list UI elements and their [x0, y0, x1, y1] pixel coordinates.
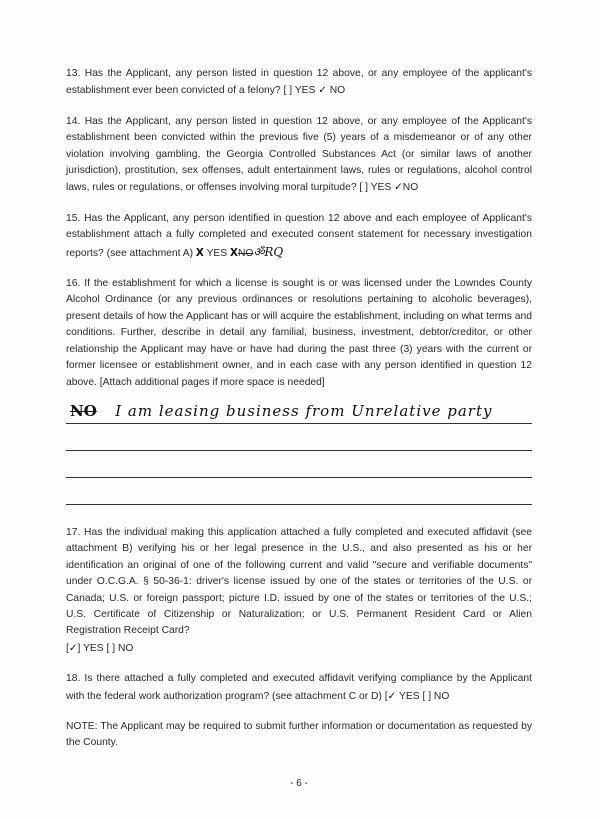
- no-mark: X: [230, 246, 238, 259]
- question-18: 18. Is there attached a fully completed and executed affidavit verifying compliance by the Applicant with the federal work authorization program? (see attachment C or D) [✓ YES [ ] NO: [66, 673, 532, 702]
- question-17: 17. Has the individual making this application attached a fully completed and executed affidavit (see attachment B) verifying his or her legal presence in the U.S., and also presented as his or her identification an original of one of the following current and valid "secure and verifiable documents" under O.C.G.A. § 50-36-1: driver's license issued by one of the states or territories of the U.S. or Canada; U.S. or foreign passport; picture I.D. issued by one of the states or territories of the U.S.; U.S. Certificate of Citizenship or Naturalization; or U.S. Permanent Resident Card or Alien Registration Receipt Card? [✓] YES [ ] NO: [66, 526, 532, 654]
- no-checkmark: ✓: [394, 181, 403, 194]
- yes-checkmark: ✓: [68, 641, 78, 654]
- question-16: 16. If the establishment for which a license is sought is or was licensed under the Lowndes County Alcohol Ordinance (or any previous ordinances or resolutions pertaining to alcoholic beverages), present details of how the Applicant has or will acquire the establishment, including on what terms and conditions. Further, describe in detail any familial, business, investment, debtor/creditor, or other relationship the Applicant may have or have had during the past three (3) years with the current or former licensee or establishment owner, and in each case with any person identified in question 12 above. [Attach additional pages if more space is needed]: [66, 278, 532, 388]
- spacer: [66, 505, 532, 525]
- yes-checkmark: ✓: [387, 689, 397, 702]
- answer-line: [66, 423, 532, 424]
- question-14: 14. Has the Applicant, any person listed in question 12 above, or any employee of the Applicant's establishment been convicted within the previous five (5) years of a misdemeanor or of any other violation involving gambling, the Georgia Controlled Substances Act (or similar laws of another jurisdiction), prostitution, sex offenses, adult entertainment laws, rules or regulations, alcohol control laws, rules or regulations, or offenses involving moral turpitude? [ ] YES ✓NO: [66, 115, 532, 194]
- answer-line: [66, 477, 532, 478]
- page-number: - 6 -: [290, 777, 308, 789]
- yes-mark: X: [195, 246, 204, 259]
- answer-line: [66, 450, 532, 451]
- handwritten-scribble: ॐRQ: [253, 244, 284, 259]
- no-checkmark: ✓: [318, 84, 327, 97]
- note: NOTE: The Applicant may be required to submit further information or documentation as requested by the County.: [66, 720, 532, 749]
- handwritten-answer: NO I am leasing business from Unrelative party: [70, 401, 493, 420]
- question-15: 15. Has the Applicant, any person identified in question 12 above and each employee of Applicant's establishment attach a fully completed and executed consent statement for necessary investigation reports? (see attachment A) X YES XNOॐRQ: [66, 212, 532, 259]
- question-13: 13. Has the Applicant, any person listed in question 12 above, or any employee of the applicant's establishment ever been convicted of a felony? [ ] YES ✓ NO: [66, 68, 532, 97]
